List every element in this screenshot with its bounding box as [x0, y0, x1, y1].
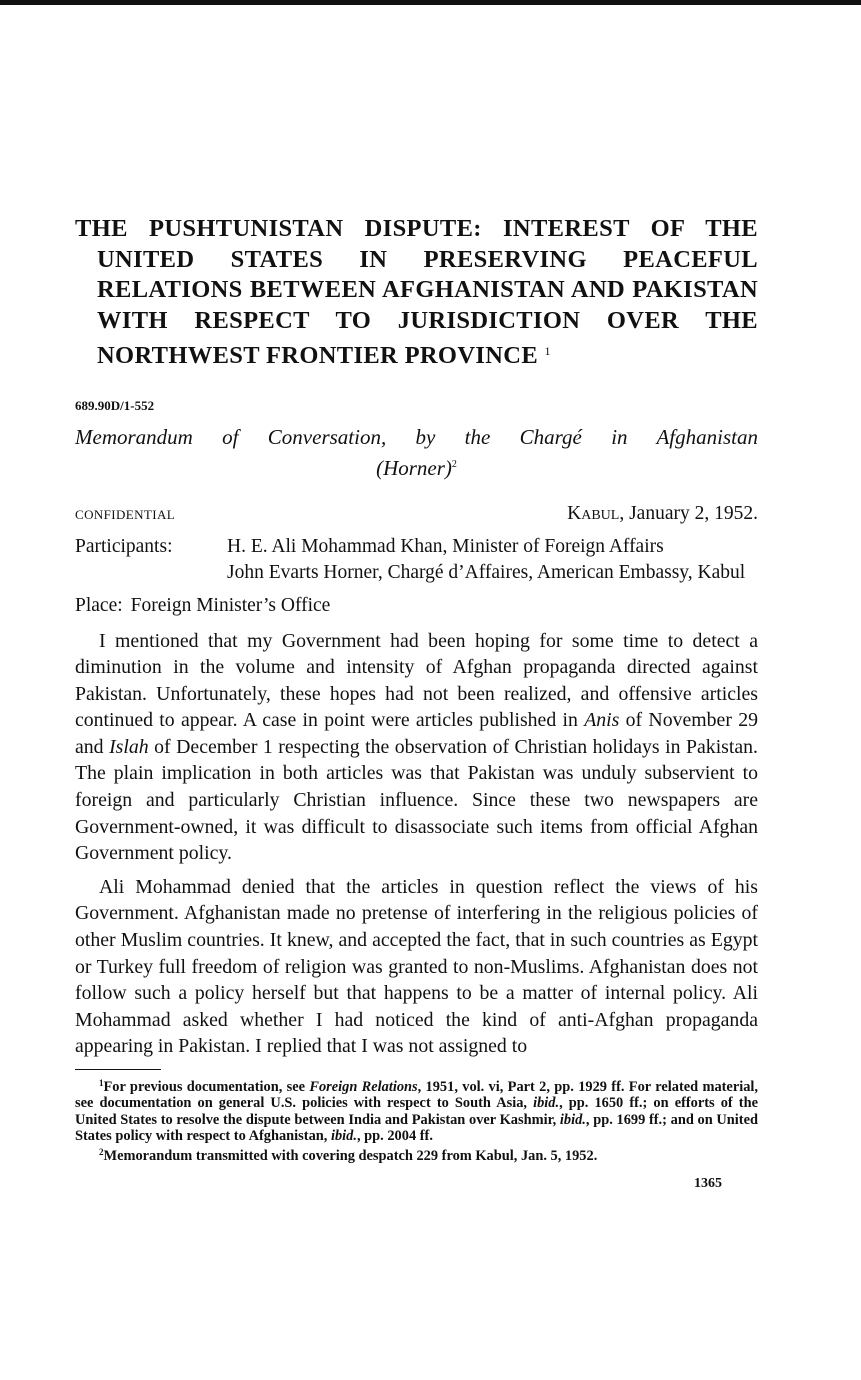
footnote-citation: ibid.	[559, 1111, 586, 1128]
document-page	[75, 214, 758, 1192]
chapter-title	[75, 214, 758, 372]
document-heading-line1: Memorandum of Conversation, by the Chargé in Afghanistan	[75, 424, 758, 449]
footnote-text: , pp. 1699 ff.; and on United States policy with respect to Afghanistan,	[75, 1111, 758, 1144]
place-date	[567, 503, 758, 525]
footnote-separator	[75, 1069, 161, 1070]
footnote-mark: 2	[99, 1147, 104, 1158]
participants-block	[75, 534, 758, 586]
footnote-text: For previous documentation, see	[103, 1079, 310, 1095]
paragraph-text: of December 1 respecting the observation of Christian holidays in Pakistan. The plain implication in both articles was that Pakistan was unduly subservient to foreign and particularly Christian influence. Since these two newspapers are Government-owned, it was difficult to disassociate such items from official Afghan Government policy.	[75, 735, 758, 865]
participants-label: Participants:	[75, 535, 173, 557]
participant-entry: John Evarts Horner, Chargé d’Affaires, American Embassy, Kabul	[227, 561, 746, 583]
top-border-rule	[0, 0, 861, 5]
footnote-mark: 1	[99, 1078, 104, 1088]
footnote-citation: ibid.	[533, 1095, 560, 1112]
page-number: 1365	[694, 1176, 722, 1192]
footnote-citation: ibid.	[330, 1127, 357, 1144]
body-paragraph: Ali Mohammad denied that the articles in question reflect the views of his Government. Afghanistan made no pretense of interfering in the religious policies of other Muslim countries. It knew, and accepted the fact, that in such countries as Egypt or Turkey full freedom of religion was granted to non-Muslims. Afghanistan does not follow such a policy herself but that happens to be a matter of internal policy. Ali Mohammad asked whether I had noticed the kind of anti-Afghan propaganda appearing in Pakistan. I replied that I was not assigned to	[75, 875, 758, 1058]
paragraph-text: I mentioned that my Government had been hoping for some time to detect a diminution in the volume and intensity of Afghan propaganda directed against Pakistan. Unfortunately, these hopes had not been realized, and offensive articles continued to appear. A case in point were articles published in	[75, 629, 758, 732]
participants-list	[227, 534, 758, 586]
classification-label: CONFIDENTIAL	[75, 506, 176, 522]
footnote-text: , pp. 1650 ff.; on efforts of the United States to resolve the dispute between India and Pakistan over Kashmir,	[75, 1095, 758, 1128]
dateline-place: Kabul	[567, 502, 620, 524]
place-row	[75, 593, 758, 619]
dateline-row	[75, 503, 758, 525]
author-name: (Horner)	[376, 455, 452, 480]
place-label: Place:	[75, 594, 123, 616]
newspaper-name: Islah	[109, 735, 149, 758]
heading-footnote-mark: 2	[451, 458, 457, 470]
footnote-text: Memorandum transmitted with covering despatch 229 from Kabul, Jan. 5, 1952.	[103, 1148, 598, 1165]
place-value: Foreign Minister’s Office	[130, 594, 331, 616]
footnote-text: , pp. 2004 ff.	[356, 1127, 433, 1144]
participant-entry: H. E. Ali Mohammad Khan, Minister of Foreign Affairs	[227, 535, 664, 557]
footnote-text: , 1951, vol. vi, Part 2, pp. 1929 ff. For related material, see documentation on general U.S. policies with respect to South Asia,	[75, 1079, 758, 1112]
chapter-title-text: THE PUSHTUNISTAN DISPUTE: INTEREST OF THE UNITED STATES IN PRESERVING PEACEFUL RELATIONS BETWEEN AFGHANISTAN AND PAKISTAN WITH RESPECT TO JURISDICTION OVER THE NORTHWEST FRONTIER PROVINCE	[75, 215, 758, 369]
footnote-1	[75, 1075, 758, 1144]
document-heading	[75, 424, 758, 482]
dateline-date: , January 2, 1952.	[619, 502, 758, 524]
body-paragraph	[75, 628, 758, 867]
footnotes	[75, 1075, 758, 1164]
document-heading-line2	[75, 451, 758, 482]
file-number: 689.90D/1-552	[75, 397, 155, 413]
title-footnote-mark: 1	[544, 344, 551, 358]
footnote-2	[75, 1144, 758, 1164]
footnote-citation: Foreign Relations	[309, 1079, 418, 1095]
newspaper-name: Anis	[584, 709, 620, 732]
paragraph-text: of November 29 and	[75, 709, 758, 758]
